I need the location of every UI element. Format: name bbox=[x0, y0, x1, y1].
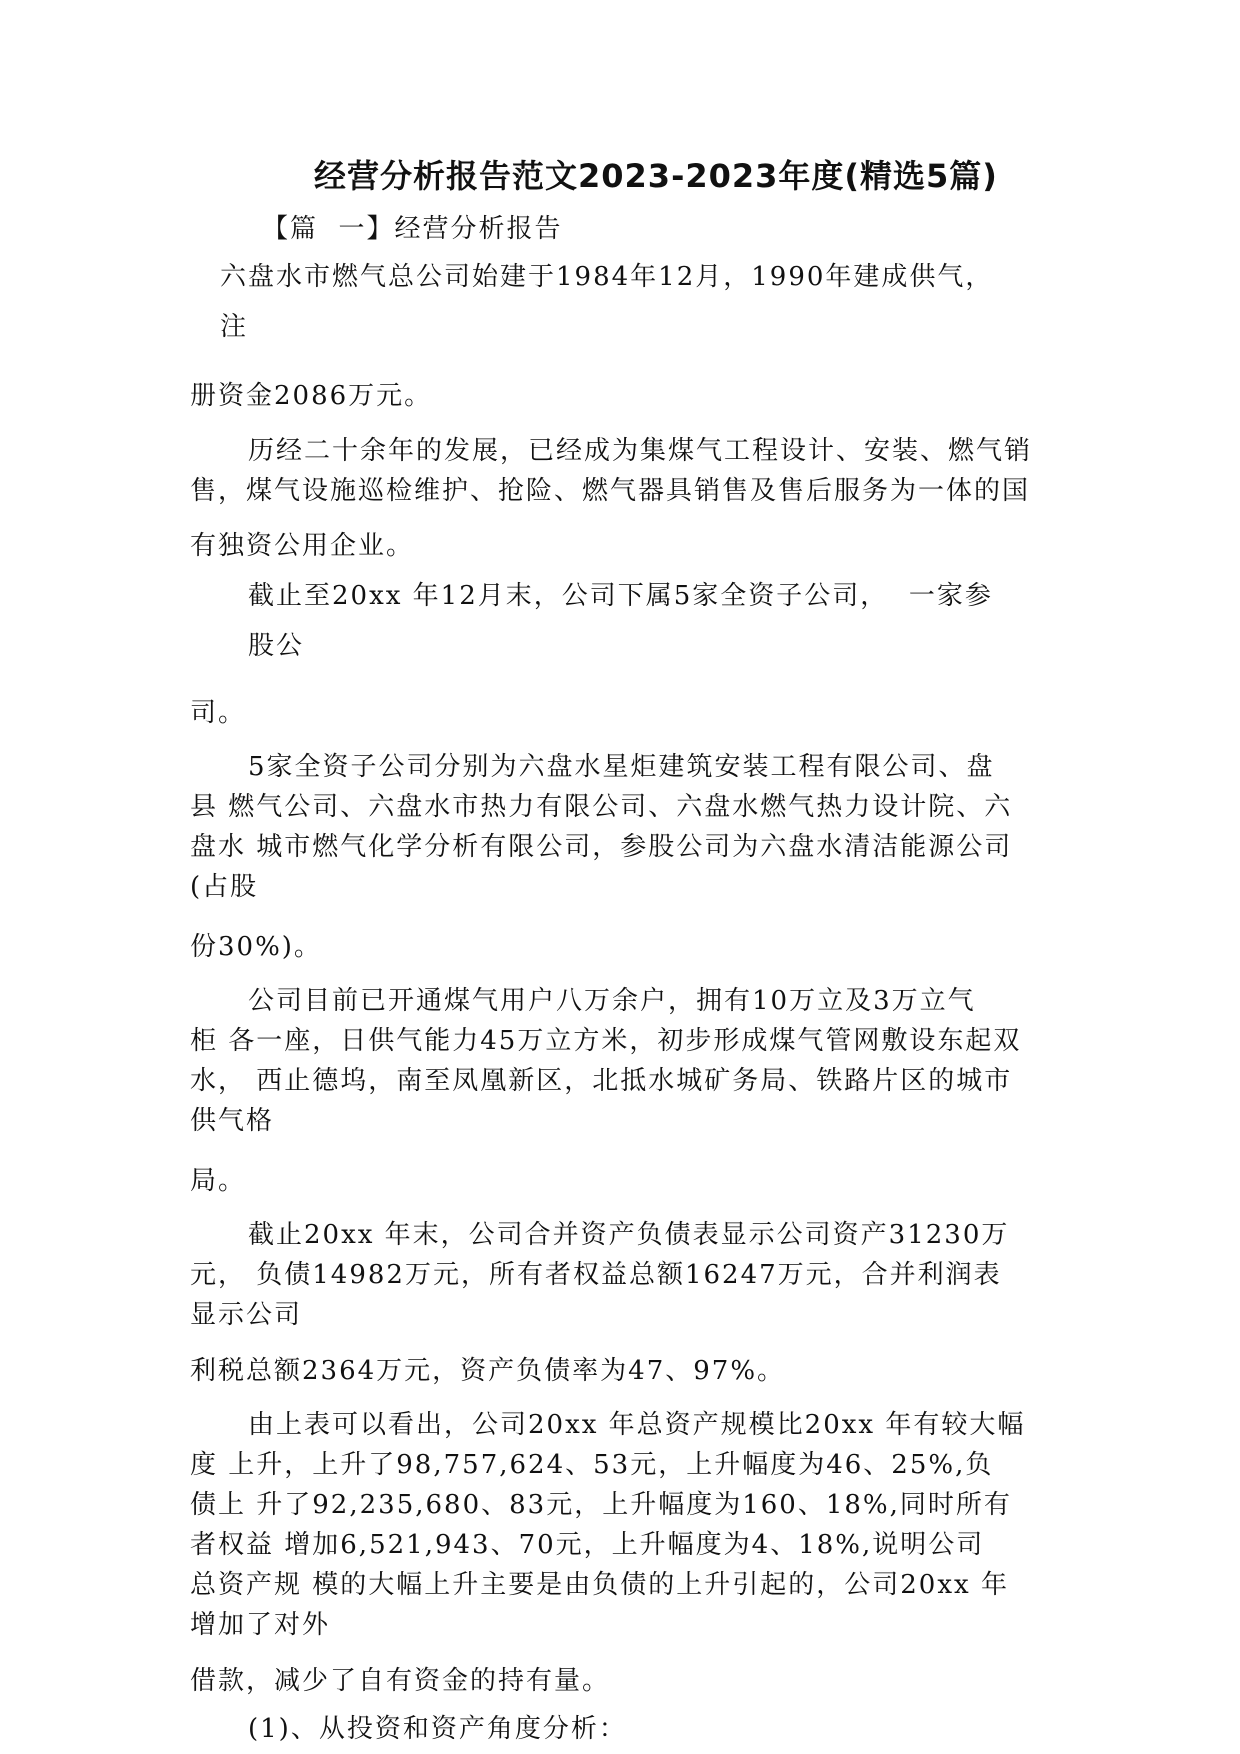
paragraph-line: 截止20xx 年末，公司合并资产负债表显示公司资产31230万 bbox=[248, 1220, 1010, 1250]
paragraph-line: 总资产规 模的大幅上升主要是由负债的上升引起的，公司20xx 年 bbox=[190, 1570, 1009, 1600]
paragraph-line: 元， 负债14982万元，所有者权益总额16247万元，合并利润表 bbox=[190, 1260, 1002, 1290]
paragraph-line: 者权益 增加6,521,943、70元，上升幅度为4、18%,说明公司 bbox=[190, 1530, 985, 1560]
paragraph-line: (1)、从投资和资产角度分析： bbox=[248, 1714, 627, 1744]
paragraph-line: 柜 各一座，日供气能力45万立方米，初步形成煤气管网敷设东起双 bbox=[190, 1026, 1022, 1056]
paragraph-line: 县 燃气公司、六盘水市热力有限公司、六盘水燃气热力设计院、六 bbox=[190, 792, 1013, 822]
paragraph-line: 显示公司 bbox=[190, 1300, 303, 1330]
paragraph-line: 水， 西止德坞，南至凤凰新区，北抵水城矿务局、铁路片区的城市 bbox=[190, 1066, 1013, 1096]
paragraph-line: 盘水 城市燃气化学分析有限公司，参股公司为六盘水清洁能源公司 bbox=[190, 832, 1013, 862]
paragraph-line: 5家全资子公司分别为六盘水星炬建筑安装工程有限公司、盘 bbox=[248, 752, 995, 782]
paragraph-line: 截止至20xx 年12月末，公司下属5家全资子公司， 一家参 bbox=[248, 581, 993, 611]
paragraph-line: 借款，减少了自有资金的持有量。 bbox=[190, 1666, 611, 1696]
paragraph-line: 增加了对外 bbox=[190, 1610, 331, 1640]
paragraph-line: 由上表可以看出，公司20xx 年总资产规模比20xx 年有较大幅 bbox=[248, 1410, 1026, 1440]
paragraph-line: 供气格 bbox=[190, 1106, 275, 1136]
paragraph-line: (占股 bbox=[190, 872, 259, 902]
paragraph-line: 册资金2086万元。 bbox=[190, 381, 433, 411]
paragraph-line: 局。 bbox=[190, 1166, 247, 1196]
paragraph-line: 有独资公用企业。 bbox=[190, 531, 415, 561]
paragraph-line: 公司目前已开通煤气用户八万余户，拥有10万立及3万立气 bbox=[248, 986, 976, 1016]
paragraph-line: 利税总额2364万元，资产负债率为47、97%。 bbox=[190, 1356, 786, 1386]
paragraph-line: 司。 bbox=[190, 698, 247, 728]
paragraph-line: 债上 升了92,235,680、83元，上升幅度为160、18%,同时所有 bbox=[190, 1490, 1012, 1520]
paragraph-line: 注 bbox=[220, 312, 249, 342]
paragraph-line: 度 上升，上升了98,757,624、53元，上升幅度为46、25%,负 bbox=[190, 1450, 994, 1480]
paragraph-line: 六盘水市燃气总公司始建于1984年12月，1990年建成供气， bbox=[220, 262, 994, 292]
document-title: 经营分析报告范文2023-2023年度(精选5篇) bbox=[314, 157, 998, 195]
paragraph-line: 份30%)。 bbox=[190, 932, 322, 962]
paragraph-line: 股公 bbox=[248, 631, 305, 661]
paragraph-line: 售，煤气设施巡检维护、抢险、燃气器具销售及售后服务为一体的国 bbox=[190, 476, 1031, 506]
section-heading: 【篇 一】经营分析报告 bbox=[262, 214, 563, 244]
paragraph-line: 历经二十余年的发展，已经成为集煤气工程设计、安装、燃气销 bbox=[248, 436, 1033, 466]
